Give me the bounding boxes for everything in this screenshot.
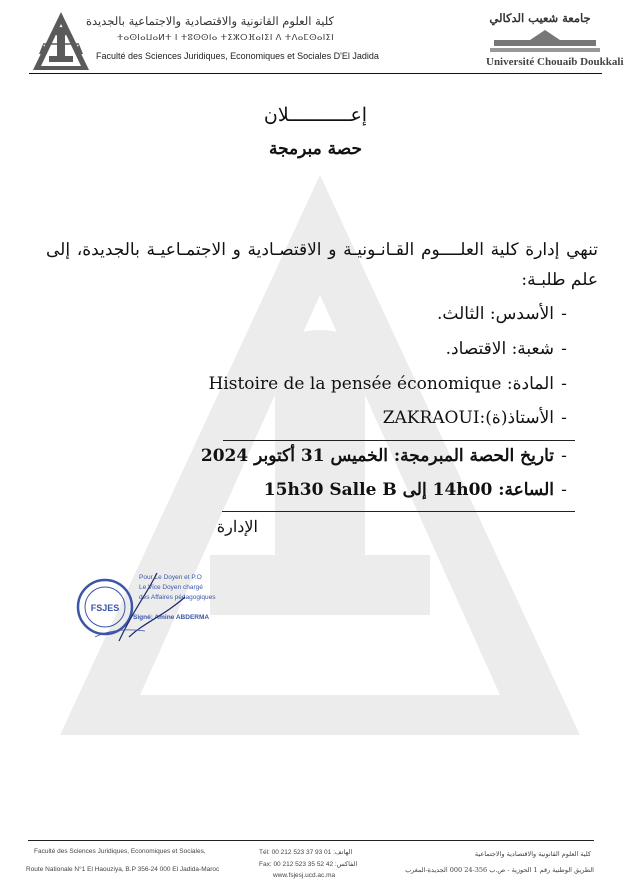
schedule-bottom-rule: [222, 511, 575, 512]
list-item: -المادة: Histoire de la pensée économique: [208, 374, 567, 394]
stamp-line-3: des Affaires pédagogiques: [139, 594, 216, 601]
stamp-line-2: Le Vice Doyen chargé: [139, 584, 203, 591]
list-item-text: الأسدس: الثالث.: [437, 304, 554, 324]
footer-address-ar-1: كلية العلوم القانونية والاقتصادية والاجتماعية: [474, 850, 591, 858]
footer-address-ar-2: الطريق الوطنية رقم 1 الحوزية - ص.ب 356-24 000 الجديدة-المغرب: [405, 866, 594, 874]
stamp-line-1: Pour Le Doyen et P.O: [139, 574, 202, 581]
schedule-date: -تاريخ الحصة المبرمجة: الخميس 31 أكتوبر 2024: [200, 446, 567, 466]
list-item-text: الأستاذ(ة):ZAKRAOUI: [382, 408, 554, 428]
announcement-paragraph: تنهي إدارة كلية العلــــوم القـانـونيـة و الاقتصـادية و الاجتمـاعيـة بالجديدة، إلى علم طلبـة:: [46, 240, 598, 290]
schedule-time-text: الساعة: 14h00 إلى 15h30 Salle B: [263, 480, 554, 500]
faculty-logo-icon: [31, 10, 91, 72]
list-item-text: المادة: Histoire de la pensée économique: [208, 374, 554, 394]
university-logo-icon: [490, 30, 600, 54]
stamp-seal-label: FSJES: [90, 603, 120, 613]
faculty-name-arabic: كلية العلوم القانونية والاقتصادية والاجتماعية بالجديدة: [85, 14, 334, 28]
footer-website: www.fsjesj.ucd.ac.ma: [273, 872, 336, 879]
university-name-french: Université Chouaib Doukkali: [486, 56, 624, 68]
footer-address-fr-1: Faculté des Sciences Juridiques, Economiques et Sociales,: [34, 848, 206, 855]
faculty-name-french: Faculté des Sciences Juridiques, Economiques et Sociales D'El Jadida: [96, 51, 379, 61]
schedule-date-text: تاريخ الحصة المبرمجة: الخميس 31 أكتوبر 2024: [200, 446, 554, 466]
university-name-arabic: جامعة شعيب الدكالي: [489, 11, 591, 25]
footer-phone: Tél: 00 212 523 37 93 01 :الهاتف: [259, 849, 353, 856]
list-item: -الأسدس: الثالث.: [437, 304, 567, 324]
stamp-line-4: Signé: Amine ABDERMA: [133, 614, 210, 621]
footer-divider: [28, 840, 594, 841]
footer-fax: Fax: 00 212 523 35 52 42 :الفاكس: [259, 861, 358, 868]
faculty-name-tifinagh: ⵜⴰⵙⵏⴰⵡⴰⵍⵜ ⵏ ⵜⵓⵙⵙⵏⴰ ⵜⵉⵣⵔⴼⴰⵏⵉⵏ ⴷ ⵜⴷⴰⵎⵙⴰⵏⵉⵏ: [116, 33, 334, 43]
signoff: الإدارة: [216, 517, 258, 536]
schedule-top-rule: [223, 440, 575, 441]
list-item: -شعبة: الاقتصاد.: [445, 339, 567, 359]
list-item: -الأستاذ(ة):ZAKRAOUI: [382, 408, 567, 428]
announcement-subtitle: حصة مبرمجة: [268, 139, 363, 159]
official-stamp: [75, 567, 225, 645]
header-divider: [29, 73, 602, 74]
footer-address-fr-2: Route Nationale N°1 El Haouziya, B.P 356-24 000 El Jadida-Maroc: [26, 866, 220, 873]
list-item-text: شعبة: الاقتصاد.: [445, 339, 554, 359]
announcement-title: إعـــــــــــلان: [263, 104, 368, 126]
schedule-time: -الساعة: 14h00 إلى 15h30 Salle B: [263, 480, 567, 500]
